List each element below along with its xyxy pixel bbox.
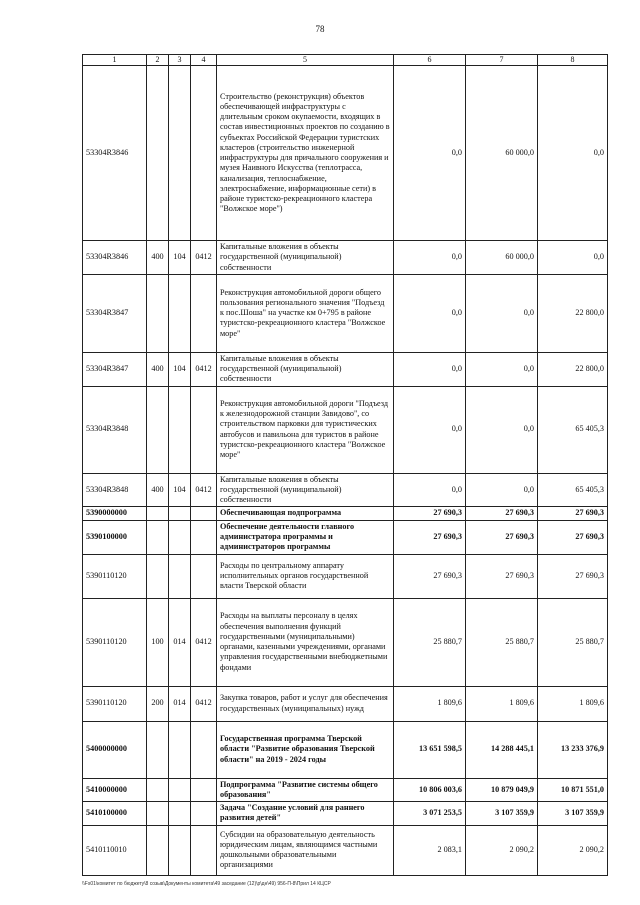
- cell-value-6: 27 690,3: [394, 520, 466, 554]
- cell-description: Подпрограмма "Развитие системы общего образования": [217, 778, 394, 802]
- cell-description: Расходы на выплаты персоналу в целях обеспечения выполнения функций государственными (муниципальными) органами, казенными учреждениями, органами управления государственными внебюджетными фондами: [217, 598, 394, 686]
- cell-col3: [169, 520, 191, 554]
- cell-value-6: 27 690,3: [394, 554, 466, 598]
- cell-value-8: 27 690,3: [538, 554, 608, 598]
- cell-value-6: 0,0: [394, 386, 466, 473]
- cell-col2: [147, 386, 169, 473]
- cell-code: 5390000000: [83, 507, 147, 520]
- cell-col4: [191, 825, 217, 875]
- cell-value-7: 0,0: [466, 473, 538, 507]
- cell-description: Закупка товаров, работ и услуг для обеспечения государственных (муниципальных) нужд: [217, 686, 394, 721]
- cell-value-6: 3 071 253,5: [394, 802, 466, 826]
- cell-description: Обеспечивающая подпрограмма: [217, 507, 394, 520]
- cell-col3: [169, 802, 191, 826]
- table-row: [83, 352, 608, 386]
- cell-value-7: 60 000,0: [466, 66, 538, 241]
- cell-code: 5410110010: [83, 825, 147, 875]
- column-header: 2: [147, 55, 169, 66]
- cell-col4: [191, 386, 217, 473]
- column-header: 8: [538, 55, 608, 66]
- column-header: 3: [169, 55, 191, 66]
- table-row: [83, 507, 608, 520]
- cell-description: Строительство (реконструкция) объектов обеспечивающей инфраструктуры с длительным сроком окупаемости, входящих в состав инвестиционных проектов по созданию в субъектах Российской Федерации туристских кластеров (строительство инженерной инфраструктуры для причального сооружения и музея Наивного Искусства (теплотрасса, канализация, теплоснабжение, электроснабжение, информационные сети) в районе туристско-рекреационного кластера "Волжское море"): [217, 66, 394, 241]
- cell-description: Капитальные вложения в объекты государственной (муниципальной) собственности: [217, 241, 394, 275]
- cell-value-6: 0,0: [394, 352, 466, 386]
- cell-col4: [191, 554, 217, 598]
- cell-col3: [169, 825, 191, 875]
- cell-col4: 0412: [191, 598, 217, 686]
- cell-col2: [147, 507, 169, 520]
- table-row: [83, 598, 608, 686]
- cell-col3: [169, 507, 191, 520]
- table-row: [83, 825, 608, 875]
- cell-col2: [147, 520, 169, 554]
- cell-value-7: 10 879 049,9: [466, 778, 538, 802]
- cell-col2: [147, 721, 169, 778]
- cell-col4: [191, 66, 217, 241]
- table-row: [83, 554, 608, 598]
- column-header: 1: [83, 55, 147, 66]
- cell-code: 5390110120: [83, 686, 147, 721]
- file-path-footer: \\Fs01\комитет по бюджету\8 созыв\Документы комитета\49 заседание (12)\р\дн\49) 956-П-8\Прил 14 КЦСР: [82, 881, 331, 887]
- cell-value-8: 13 233 376,9: [538, 721, 608, 778]
- cell-value-7: 60 000,0: [466, 241, 538, 275]
- cell-value-6: 27 690,3: [394, 507, 466, 520]
- cell-value-6: 1 809,6: [394, 686, 466, 721]
- table-row: [83, 241, 608, 275]
- cell-value-7: 27 690,3: [466, 554, 538, 598]
- cell-col4: 0412: [191, 241, 217, 275]
- table-row: [83, 721, 608, 778]
- cell-value-6: 13 651 598,5: [394, 721, 466, 778]
- cell-col2: 100: [147, 598, 169, 686]
- cell-col2: [147, 66, 169, 241]
- column-header: 4: [191, 55, 217, 66]
- page-number: 78: [315, 24, 325, 34]
- cell-value-8: 1 809,6: [538, 686, 608, 721]
- cell-description: Реконструкция автомобильной дороги "Подъезд к железнодорожной станции Завидово", со строительством парковки для туристических автобусов и павильона для туристов в районе туристско-рекреационного кластера "Волжское море": [217, 386, 394, 473]
- cell-code: 53304R3847: [83, 352, 147, 386]
- cell-col4: 0412: [191, 686, 217, 721]
- cell-col2: 400: [147, 241, 169, 275]
- cell-code: 5390110120: [83, 598, 147, 686]
- column-header: 5: [217, 55, 394, 66]
- cell-value-8: 0,0: [538, 241, 608, 275]
- cell-col3: 104: [169, 473, 191, 507]
- cell-col2: 200: [147, 686, 169, 721]
- table-row: [83, 686, 608, 721]
- cell-description: Капитальные вложения в объекты государственной (муниципальной) собственности: [217, 473, 394, 507]
- cell-value-7: 27 690,3: [466, 507, 538, 520]
- cell-value-8: 0,0: [538, 66, 608, 241]
- cell-col3: [169, 554, 191, 598]
- cell-value-7: 27 690,3: [466, 520, 538, 554]
- cell-col2: 400: [147, 352, 169, 386]
- cell-value-7: 1 809,6: [466, 686, 538, 721]
- cell-code: 53304R3846: [83, 66, 147, 241]
- cell-col2: [147, 778, 169, 802]
- cell-value-6: 25 880,7: [394, 598, 466, 686]
- cell-value-8: 10 871 551,0: [538, 778, 608, 802]
- cell-value-8: 2 090,2: [538, 825, 608, 875]
- cell-col2: 400: [147, 473, 169, 507]
- cell-value-6: 0,0: [394, 274, 466, 352]
- cell-value-7: 2 090,2: [466, 825, 538, 875]
- cell-col2: [147, 825, 169, 875]
- cell-value-6: 0,0: [394, 473, 466, 507]
- cell-value-8: 22 800,0: [538, 352, 608, 386]
- cell-description: Расходы по центральному аппарату исполнительных органов государственной власти Тверской области: [217, 554, 394, 598]
- cell-col2: [147, 554, 169, 598]
- cell-value-8: 25 880,7: [538, 598, 608, 686]
- cell-value-7: 0,0: [466, 386, 538, 473]
- cell-col3: [169, 66, 191, 241]
- cell-col4: [191, 778, 217, 802]
- cell-col4: 0412: [191, 352, 217, 386]
- table-row: [83, 66, 608, 241]
- cell-col4: [191, 721, 217, 778]
- table-row: [83, 274, 608, 352]
- table-row: [83, 473, 608, 507]
- cell-col4: [191, 274, 217, 352]
- cell-col3: 014: [169, 686, 191, 721]
- cell-description: Государственная программа Тверской области "Развитие образования Тверской области" на 2019 - 2024 годы: [217, 721, 394, 778]
- cell-col3: 014: [169, 598, 191, 686]
- cell-value-8: 27 690,3: [538, 520, 608, 554]
- cell-value-8: 65 405,3: [538, 473, 608, 507]
- cell-col4: [191, 520, 217, 554]
- cell-code: 5410100000: [83, 802, 147, 826]
- cell-code: 53304R3848: [83, 386, 147, 473]
- cell-col2: [147, 274, 169, 352]
- header-row: [83, 55, 608, 66]
- column-header: 6: [394, 55, 466, 66]
- cell-description: Субсидии на образовательную деятельность юридическим лицам, являющимся частными дошкольными образовательными организациями: [217, 825, 394, 875]
- cell-code: 5390110120: [83, 554, 147, 598]
- cell-code: 5410000000: [83, 778, 147, 802]
- cell-col3: 104: [169, 241, 191, 275]
- table-row: [83, 520, 608, 554]
- cell-code: 53304R3846: [83, 241, 147, 275]
- cell-value-6: 0,0: [394, 241, 466, 275]
- cell-value-8: 65 405,3: [538, 386, 608, 473]
- column-header: 7: [466, 55, 538, 66]
- cell-value-8: 22 800,0: [538, 274, 608, 352]
- table-row: [83, 802, 608, 826]
- cell-col4: [191, 507, 217, 520]
- cell-value-7: 0,0: [466, 352, 538, 386]
- cell-col3: [169, 386, 191, 473]
- cell-value-7: 3 107 359,9: [466, 802, 538, 826]
- cell-col3: 104: [169, 352, 191, 386]
- table-row: [83, 778, 608, 802]
- cell-code: 5400000000: [83, 721, 147, 778]
- cell-col2: [147, 802, 169, 826]
- budget-table: [82, 54, 608, 876]
- cell-value-8: 3 107 359,9: [538, 802, 608, 826]
- cell-code: 53304R3847: [83, 274, 147, 352]
- cell-col3: [169, 274, 191, 352]
- cell-description: Задача "Создание условий для раннего развития детей": [217, 802, 394, 826]
- cell-value-7: 14 288 445,1: [466, 721, 538, 778]
- table-row: [83, 386, 608, 473]
- cell-description: Капитальные вложения в объекты государственной (муниципальной) собственности: [217, 352, 394, 386]
- cell-col3: [169, 778, 191, 802]
- cell-code: 5390100000: [83, 520, 147, 554]
- cell-col3: [169, 721, 191, 778]
- cell-value-6: 2 083,1: [394, 825, 466, 875]
- cell-value-7: 0,0: [466, 274, 538, 352]
- cell-value-6: 0,0: [394, 66, 466, 241]
- cell-description: Обеспечение деятельности главного администратора программы и администраторов программы: [217, 520, 394, 554]
- cell-value-8: 27 690,3: [538, 507, 608, 520]
- cell-description: Реконструкция автомобильной дороги общего пользования регионального значения "Подъезд к пос.Шоша" на участке км 0+795 в районе туристско-рекреационного кластера "Волжское море": [217, 274, 394, 352]
- cell-value-6: 10 806 003,6: [394, 778, 466, 802]
- cell-code: 53304R3848: [83, 473, 147, 507]
- cell-col4: [191, 802, 217, 826]
- cell-col4: 0412: [191, 473, 217, 507]
- cell-value-7: 25 880,7: [466, 598, 538, 686]
